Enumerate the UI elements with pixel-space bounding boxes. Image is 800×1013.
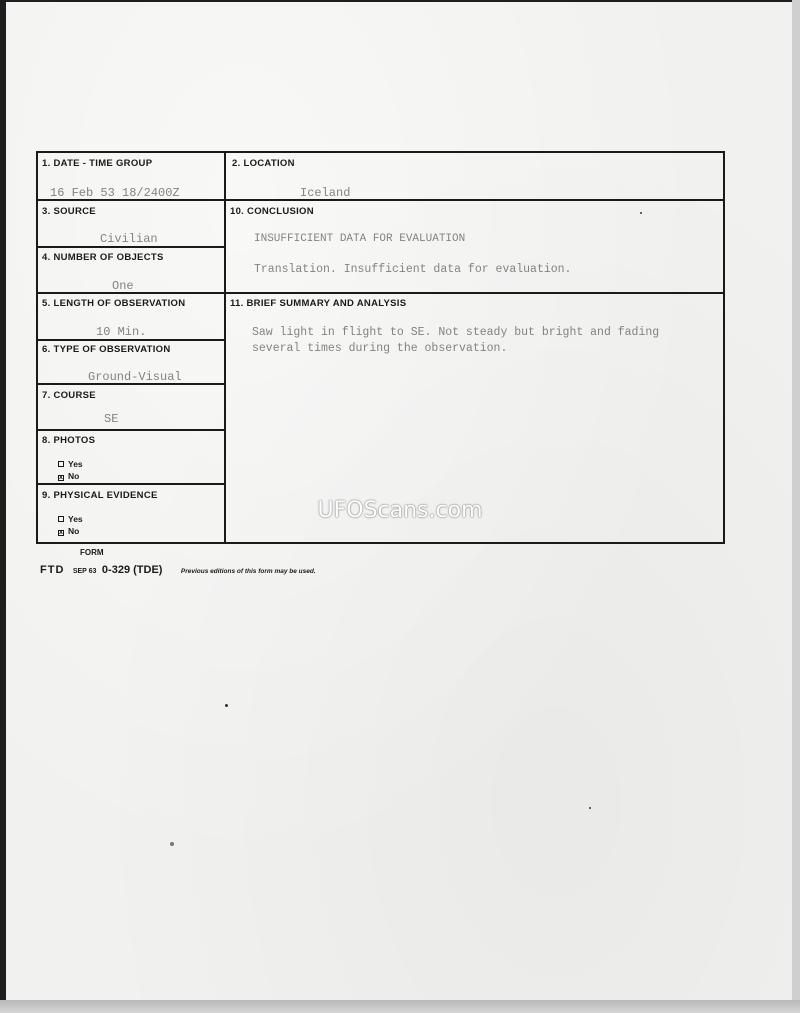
footer-note: Previous editions of this form may be used. xyxy=(180,568,316,575)
conclusion-line-1: INSUFFICIENT DATA FOR EVALUATION xyxy=(254,233,466,245)
date-time-group-label: 1. DATE - TIME GROUP xyxy=(42,158,153,169)
length-of-observation-label: 5. LENGTH OF OBSERVATION xyxy=(42,298,186,309)
speck-mark xyxy=(170,842,174,846)
physical-evidence-yes-option: Yes xyxy=(58,514,83,524)
number-of-objects-value: One xyxy=(112,279,134,293)
photos-label: 8. PHOTOS xyxy=(42,435,96,446)
row-divider xyxy=(38,483,226,485)
length-of-observation-value: 10 Min. xyxy=(96,325,147,339)
row-divider xyxy=(38,429,226,431)
type-of-observation-value: Ground-Visual xyxy=(88,370,182,384)
project-card-form xyxy=(36,151,725,544)
row-divider xyxy=(224,199,723,201)
location-value: Iceland xyxy=(300,186,351,200)
summary-line-1: Saw light in flight to SE. Not steady but bright and fading xyxy=(252,326,660,339)
course-label: 7. COURSE xyxy=(42,390,96,401)
conclusion-label: 10. CONCLUSION xyxy=(230,206,314,217)
source-value: Civilian xyxy=(100,232,158,246)
conclusion-line-2: Translation. Insufficient data for evaluation. xyxy=(254,263,572,276)
speck-mark xyxy=(589,807,591,809)
summary-label: 11. BRIEF SUMMARY AND ANALYSIS xyxy=(230,298,407,309)
course-value: SE xyxy=(104,412,119,426)
location-label: 2. LOCATION xyxy=(232,158,295,169)
photos-no-option: x No xyxy=(59,471,80,481)
watermark: UFOScans.com xyxy=(317,498,483,523)
page-edge-bottom xyxy=(0,1000,800,1013)
physical-evidence-no-option: x No xyxy=(59,526,80,536)
row-divider xyxy=(38,339,226,341)
checkbox-icon xyxy=(58,461,64,467)
row-divider xyxy=(224,292,723,294)
footer-form-word: FORM xyxy=(80,548,104,557)
checked-box-icon: x xyxy=(59,529,63,536)
summary-line-2: several times during the observation. xyxy=(252,342,508,355)
speck-mark xyxy=(225,704,228,707)
photos-yes-option: Yes xyxy=(58,459,83,469)
speck-mark xyxy=(640,212,642,214)
footer-sep: SEP 63 xyxy=(72,568,97,575)
source-label: 3. SOURCE xyxy=(42,206,96,217)
type-of-observation-label: 6. TYPE OF OBSERVATION xyxy=(42,344,171,355)
physical-evidence-label: 9. PHYSICAL EVIDENCE xyxy=(42,490,158,501)
checked-box-icon: x xyxy=(59,474,63,481)
footer-form-number: 0-329 (TDE) xyxy=(101,564,163,576)
row-divider xyxy=(38,246,226,248)
form-footer xyxy=(40,548,316,578)
footer-ftd: FTD xyxy=(40,564,65,576)
number-of-objects-label: 4. NUMBER OF OBJECTS xyxy=(42,252,164,263)
date-time-group-value: 16 Feb 53 18/2400Z xyxy=(50,186,180,200)
